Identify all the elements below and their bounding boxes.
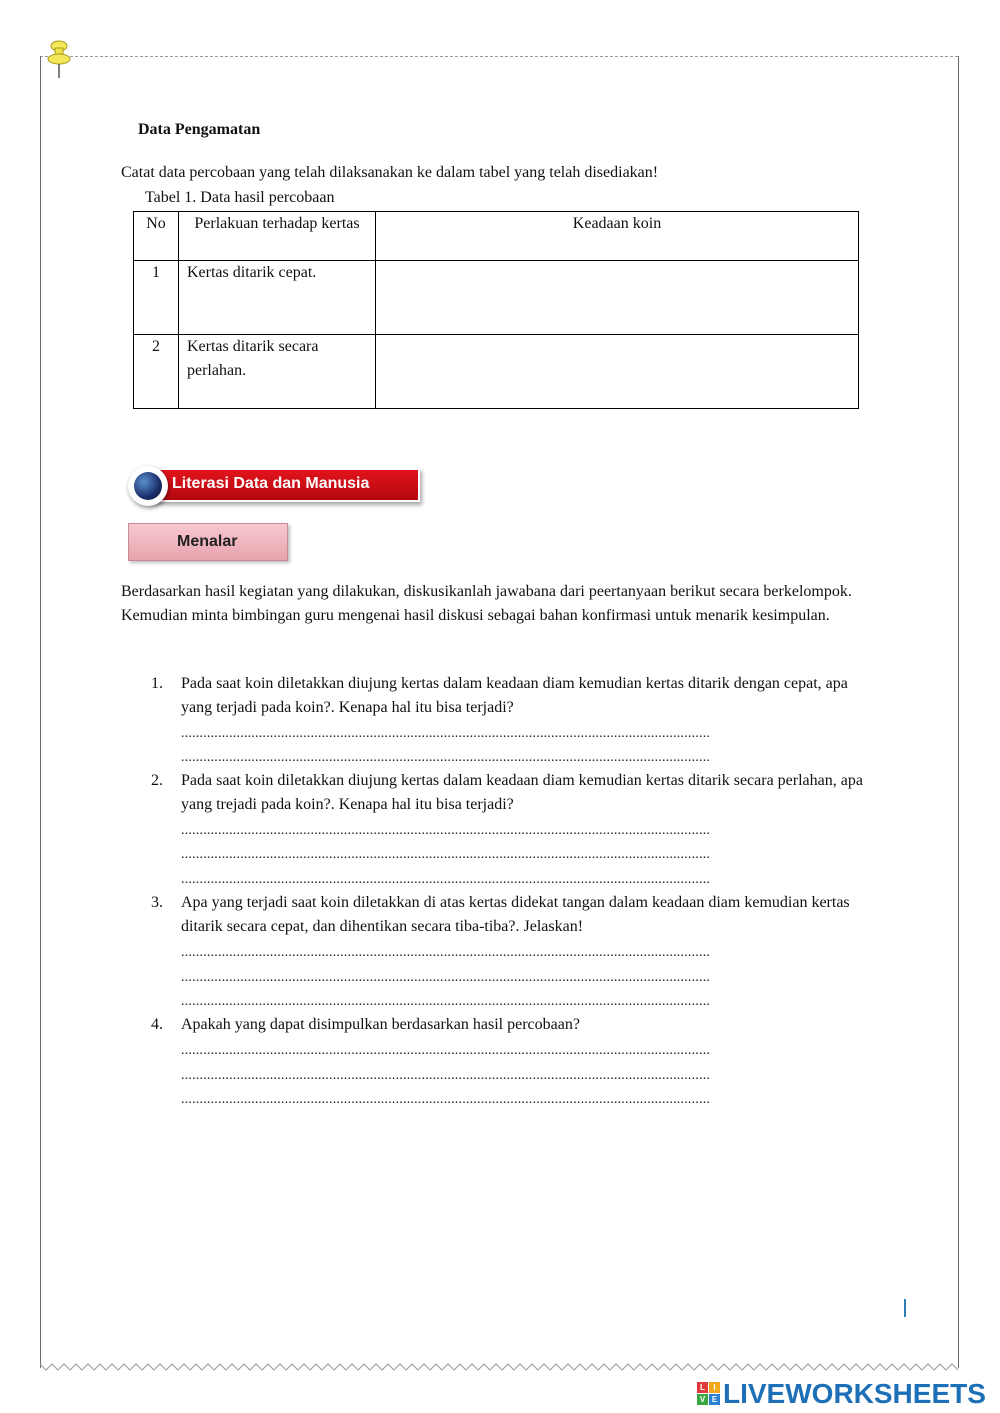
page-border-right (958, 56, 959, 1368)
header-no: No (134, 212, 179, 261)
liveworksheets-wordmark: LIVEWORKSHEETS (723, 1378, 986, 1409)
row-perlakuan: Kertas ditarik cepat. (179, 261, 376, 335)
question-number: 1. (151, 675, 163, 692)
answer-line[interactable]: ............................................................................................................................................... (181, 823, 711, 838)
data-table (133, 211, 859, 409)
intro-paragraph: Berdasarkan hasil kegiatan yang dilakukan, diskusikanlah jawabana dari peertanyaan berikut secara berkelompok. Kemudian minta bimbingan guru mengenai hasil diskusi sebagai bahan konfirmasi untuk menarik kesimpulan. (121, 583, 852, 624)
answer-line[interactable]: ............................................................................................................................................... (181, 1068, 711, 1083)
answer-line[interactable]: ............................................................................................................................................... (181, 750, 711, 765)
answer-line[interactable]: ............................................................................................................................................... (181, 994, 711, 1009)
question-text: Apakah yang dapat disimpulkan berdasarkan hasil percobaan? (181, 1016, 580, 1033)
answer-line[interactable]: ............................................................................................................................................... (181, 945, 711, 960)
question-text: Pada saat koin diletakkan diujung kertas dalam keadaan diam kemudian kertas ditarik dengan cepat, apa yang terjadi pada koin?. Kenapa hal itu bisa terjadi? (181, 675, 848, 716)
header-keadaan: Keadaan koin (376, 212, 859, 261)
pushpin-icon (46, 40, 72, 80)
table-header-row (134, 212, 859, 261)
page-border-left (40, 56, 41, 1368)
question-text: Pada saat koin diletakkan diujung kertas dalam keadaan diam kemudian kertas ditarik secara perlahan, apa yang trejadi pada koin?. Kenapa hal itu bisa terjadi? (181, 772, 863, 813)
answer-line[interactable]: ............................................................................................................................................... (181, 726, 711, 741)
row-keadaan-answer[interactable] (376, 261, 859, 335)
section-title: Data Pengamatan (138, 121, 261, 138)
question-number: 2. (151, 772, 163, 789)
page-border-bottom (40, 1360, 958, 1374)
menalar-badge (128, 523, 288, 561)
question-number: 4. (151, 1016, 163, 1033)
table-caption: Tabel 1. Data hasil percobaan (145, 189, 335, 206)
answer-line[interactable]: ............................................................................................................................................... (181, 970, 711, 985)
row-perlakuan: Kertas ditarik secara perlahan. (179, 335, 376, 409)
row-keadaan-answer[interactable] (376, 335, 859, 409)
answer-line[interactable]: ............................................................................................................................................... (181, 1043, 711, 1058)
page-border-top (40, 56, 958, 57)
globe-icon (128, 466, 168, 506)
banner-label: Literasi Data dan Manusia (172, 475, 370, 492)
answer-line[interactable]: ............................................................................................................................................... (181, 847, 711, 862)
liveworksheets-badge-icon: L I V E (697, 1382, 721, 1406)
row-no: 1 (134, 261, 179, 335)
table-row (134, 261, 859, 335)
instruction-text: Catat data percobaan yang telah dilaksanakan ke dalam tabel yang telah disediakan! (121, 164, 659, 181)
header-perlakuan: Perlakuan terhadap kertas (179, 212, 376, 261)
answer-line[interactable]: ............................................................................................................................................... (181, 872, 711, 887)
menalar-label: Menalar (177, 533, 238, 550)
question-number: 3. (151, 894, 163, 911)
literasi-banner (128, 466, 422, 506)
question-text: Apa yang terjadi saat koin diletakkan di atas kertas didekat tangan dalam keadaan diam kemudian kertas ditarik secara cepat, dan dihentikan secara tiba-tiba?. Jelaskan! (181, 894, 850, 935)
table-row (134, 335, 859, 409)
text-cursor-mark (904, 1299, 906, 1317)
answer-line[interactable]: ............................................................................................................................................... (181, 1092, 711, 1107)
row-no: 2 (134, 335, 179, 409)
